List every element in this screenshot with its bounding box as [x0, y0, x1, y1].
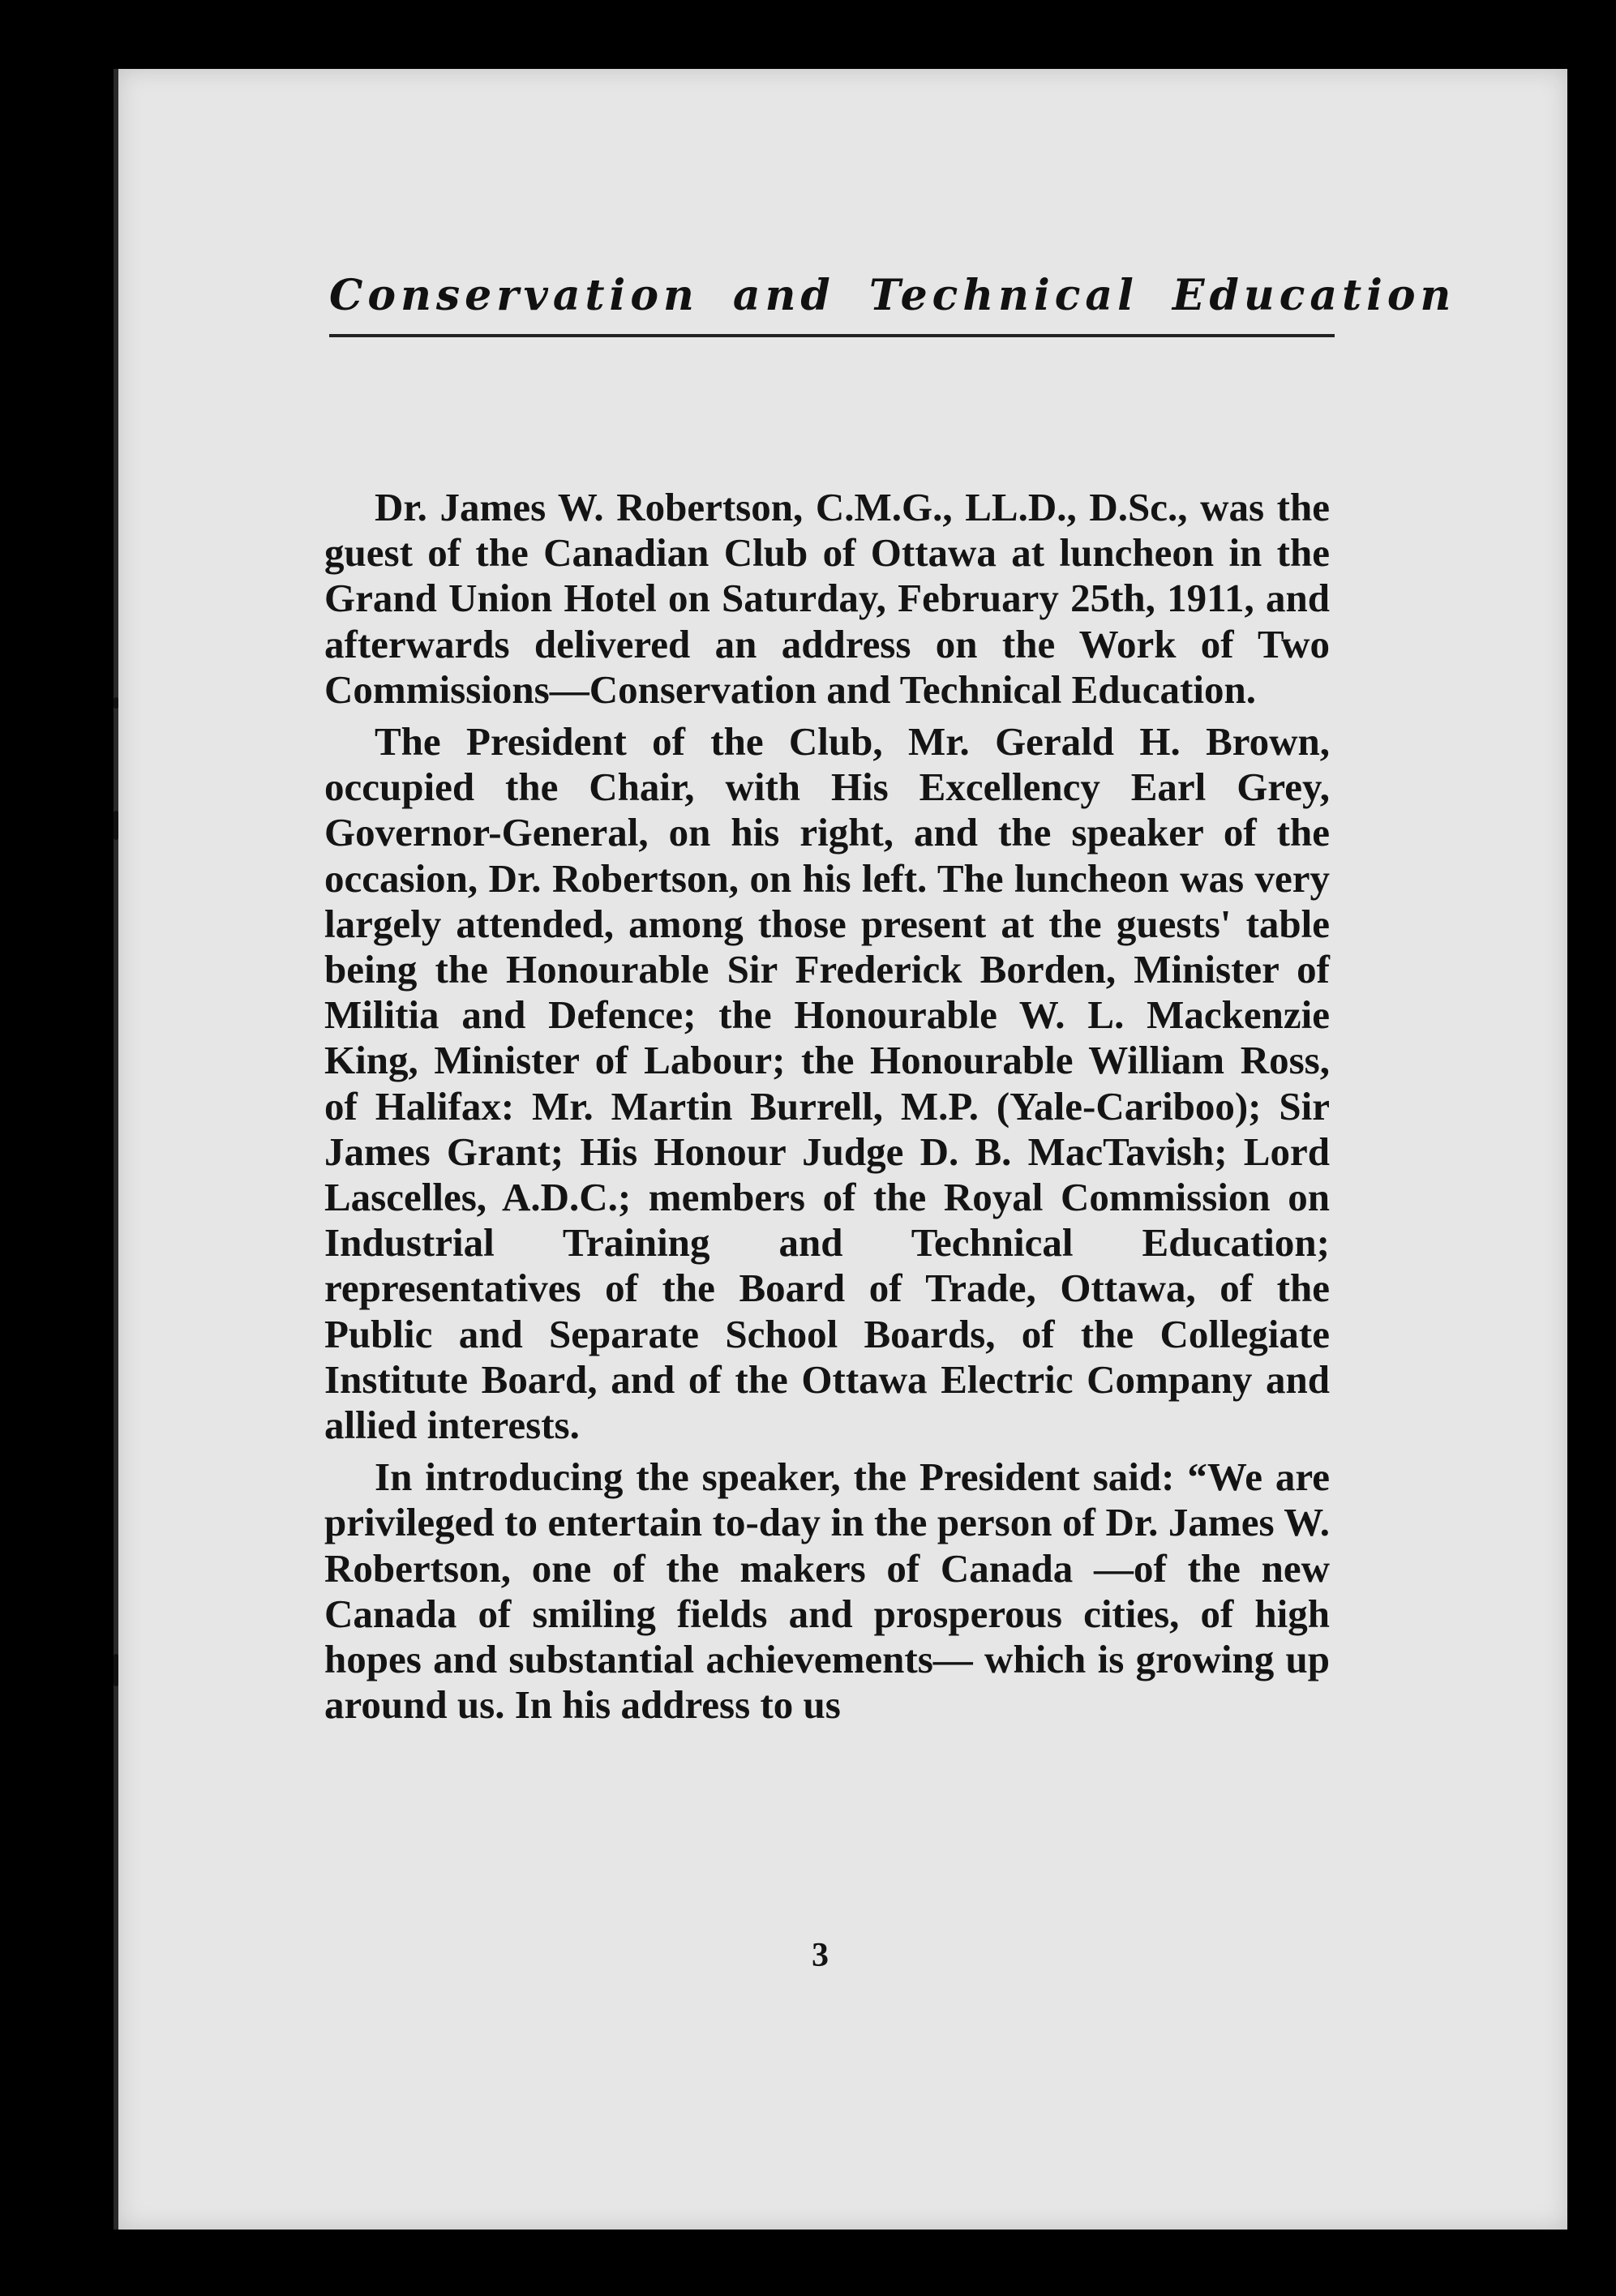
paragraph: Dr. James W. Robertson, C.M.G., LL.D., D.Sc., was the guest of the Canadian Club of Ottawa at luncheon in the Grand Union Hotel on Saturday, February 25th, 1911, and afterwards delivered an address on the Work of Two Commissions—Conservation and Technical Education. — [324, 485, 1330, 712]
page-number: 3 — [812, 1937, 829, 1974]
binding-mark — [114, 697, 118, 709]
paragraph: The President of the Club, Mr. Gerald H. Brown, occupied the Chair, with His Excellency Earl Grey, Governor-General, on his right, and the speaker of the occasion, Dr. Robertson, on his left. The luncheon was very largely attended, among those present at the guests' table being the Honourable Sir Frederick Borden, Minister of Militia and Defence; the Honourable W. L. Mackenzie King, Minister of Labour; the Honourable William Ross, of Halifax: Mr. Martin Burrell, M.P. (Yale-Cariboo); Sir James Grant; His Honour Judge D. B. MacTavish; Lord Lascelles, A.D.C.; members of the Royal Commission on Industrial Training and Technical Education; representatives of the Board of Trade, Ottawa, of the Public and Separate School Boards, of the Collegiate Institute Board, and of the Ottawa Electric Company and allied interests. — [324, 719, 1330, 1448]
head-rule — [329, 334, 1335, 337]
binding-mark — [114, 811, 118, 840]
paragraph: In introducing the speaker, the President said: “We are privileged to entertain to-day in the person of Dr. James W. Robertson, one of the makers of Canada —of the new Canada of smiling fields and prosperous cities, of high hopes and substantial achievements— which is growing up around us. In his address to us — [324, 1454, 1330, 1728]
page-number-wrapper — [0, 1936, 1616, 1975]
binding-mark — [114, 1654, 118, 1686]
running-head: Conservation and Technical Education — [329, 271, 1456, 320]
body-text — [324, 485, 1330, 1734]
